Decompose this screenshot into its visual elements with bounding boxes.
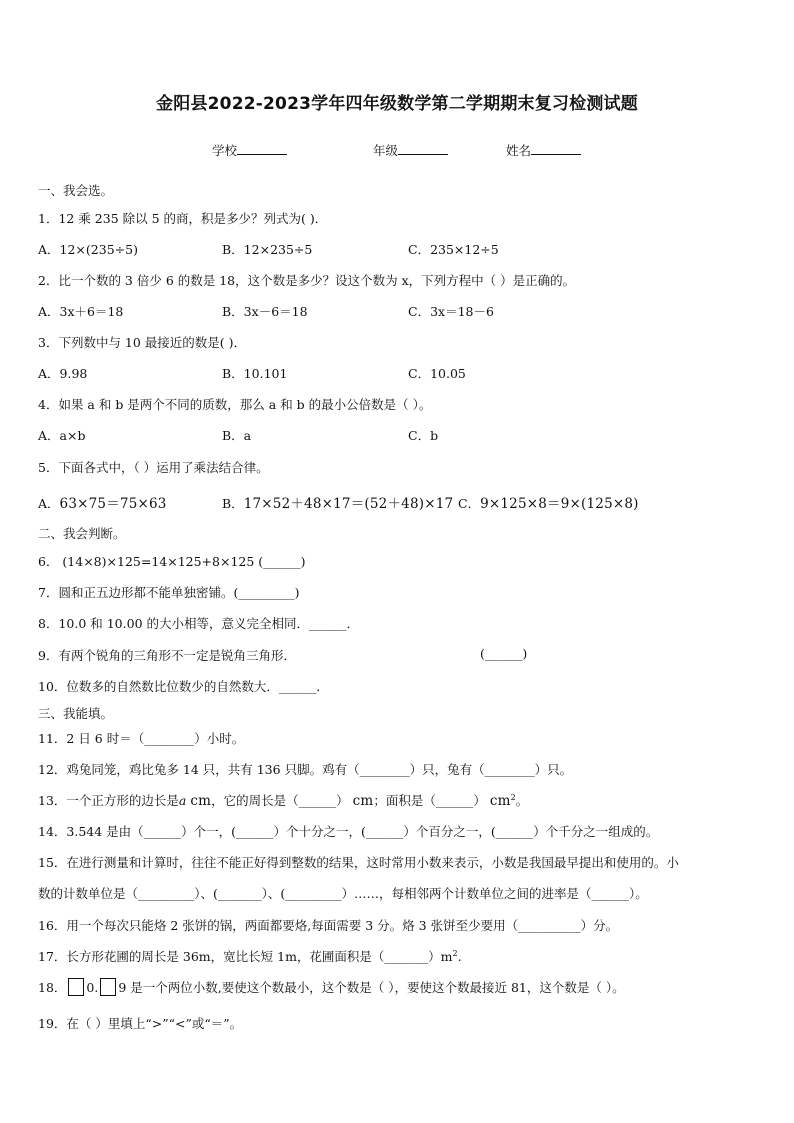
question-18-decimal: 0. (86, 980, 99, 995)
question-16: 16．用一个每次只能烙 2 张饼的锅，两面都要烙,每面需要 3 分。烙 3 张饼至少要用（__________）分。 (38, 918, 619, 933)
question-9-text: 9．有两个锐角的三角形不一定是锐角三角形． (38, 648, 296, 663)
section-heading-judge: 二、我会判断。 (38, 526, 126, 541)
grade-blank (398, 141, 448, 155)
question-13-variable: a (178, 793, 187, 808)
q3-option-a: A．9.98 (38, 366, 88, 381)
question-3: 3．下列数中与 10 最接近的数是( )． (38, 335, 247, 350)
question-13-unit-3: cm (489, 793, 511, 809)
question-13-exponent: 2 (510, 792, 516, 802)
q2-option-b: B．3x－6＝18 (222, 304, 308, 319)
question-13 (38, 791, 528, 809)
q5-option-c (458, 492, 639, 512)
q1-option-a: A．12×(235÷5) (38, 242, 138, 257)
question-18-number: 18． (38, 980, 67, 995)
q4-option-a: A．a×b (38, 428, 86, 443)
question-13-unit-1: cm (190, 793, 212, 809)
question-19: 19．在（ ）里填上“>”“<”或“＝”。 (38, 1016, 243, 1031)
question-17-end: . (457, 949, 462, 964)
q5-option-a-label: A． (38, 496, 60, 511)
question-17-text: 17．长方形花圃的周长是 36m，宽比长短 1m，花圃面积是（_______）m (38, 949, 453, 964)
q3-option-c: C．10.05 (408, 366, 466, 381)
question-13-end: 。 (515, 793, 529, 808)
name-label: 姓名 (506, 143, 532, 158)
question-8: 8．10.0 和 10.00 的大小相等，意义完全相同．______． (38, 616, 359, 631)
question-15-line-1: 15．在进行测量和计算时，往往不能正好得到整数的结果，这时常用小数来表示，小数是我国最早提出和使用的。小 (38, 855, 679, 870)
question-17-exponent: 2 (452, 948, 458, 958)
digit-box-2[interactable] (100, 978, 116, 996)
q1-option-b: B．12×235÷5 (222, 242, 313, 257)
question-17 (38, 947, 462, 965)
q5-option-b-label: B． (222, 496, 244, 511)
q5-option-b-formula: 17×52＋48×17＝(52＋48)×17 (243, 496, 454, 512)
q3-option-b: B．10.101 (222, 366, 288, 381)
section-heading-fill: 三、我能填。 (38, 706, 114, 721)
q1-option-c: C．235×12÷5 (408, 242, 499, 257)
digit-box-1[interactable] (68, 978, 84, 996)
school-field (212, 141, 287, 159)
question-4: 4．如果 a 和 b 是两个不同的质数，那么 a 和 b 的最小公倍数是（ ）。 (38, 397, 432, 412)
q5-option-c-formula: 9×125×8＝9×(125×8) (480, 496, 639, 512)
q2-option-a: A．3x＋6＝18 (38, 304, 124, 319)
q5-option-b (222, 492, 453, 512)
q5-option-c-label: C． (458, 496, 481, 511)
name-field (506, 141, 581, 159)
question-18 (38, 978, 625, 996)
question-6: 6． (14×8)×125=14×125+8×125 (______) (38, 554, 306, 569)
section-heading-choose: 一、我会选。 (38, 183, 114, 198)
question-1: 1．12 乘 235 除以 5 的商，积是多少？列式为( )． (38, 211, 328, 226)
question-5: 5．下面各式中，（ ）运用了乘法结合律。 (38, 460, 269, 475)
school-blank (237, 141, 287, 155)
question-13-text: 13．一个正方形的边长是 (38, 793, 179, 808)
q4-option-b: B．a (222, 428, 252, 443)
school-label: 学校 (212, 143, 238, 158)
question-13-unit-2: cm (352, 793, 374, 809)
name-blank (531, 141, 581, 155)
question-14: 14．3.544 是由（______）个一，(______）个十分之一，(______）个百分之一，(______）个千分之一组成的。 (38, 824, 659, 839)
q4-option-c: C．b (408, 428, 439, 443)
q5-option-a-formula: 63×75＝75×63 (59, 496, 167, 512)
question-18-text: 9 是一个两位小数,要使这个数最小，这个数是（ ），要使这个数最接近 81，这个数是（ ）。 (118, 980, 625, 995)
grade-label: 年级 (373, 143, 399, 158)
question-9-blank: (______) (480, 646, 528, 661)
question-9 (38, 646, 296, 664)
page-title: 金阳县2022-2023学年四年级数学第二学期期末复习检测试题 (156, 94, 638, 114)
question-13-perimeter: ，它的周长是（______） (211, 793, 349, 808)
question-12: 12．鸡兔同笼，鸡比兔多 14 只，共有 136 只脚。鸡有（________）只，兔有（________）只。 (38, 762, 573, 777)
question-7: 7．圆和正五边形都不能单独密铺。(_________) (38, 585, 300, 600)
q5-option-a (38, 492, 167, 512)
q2-option-c: C．3x＝18－6 (408, 304, 494, 319)
question-2: 2．比一个数的 3 倍少 6 的数是 18，这个数是多少？设这个数为 x，下列方程中（ ）是正确的。 (38, 273, 576, 288)
question-10: 10．位数多的自然数比位数少的自然数大．______． (38, 679, 329, 694)
question-13-area: ；面积是（______） (373, 793, 486, 808)
question-15-line-2: 数的计数单位是（_________）、(_______）、(_________）……，每相邻两个计数单位之间的进率是（______）。 (38, 886, 648, 901)
question-11: 11．2 日 6 时＝（________）小时。 (38, 731, 245, 746)
grade-field (373, 141, 448, 159)
